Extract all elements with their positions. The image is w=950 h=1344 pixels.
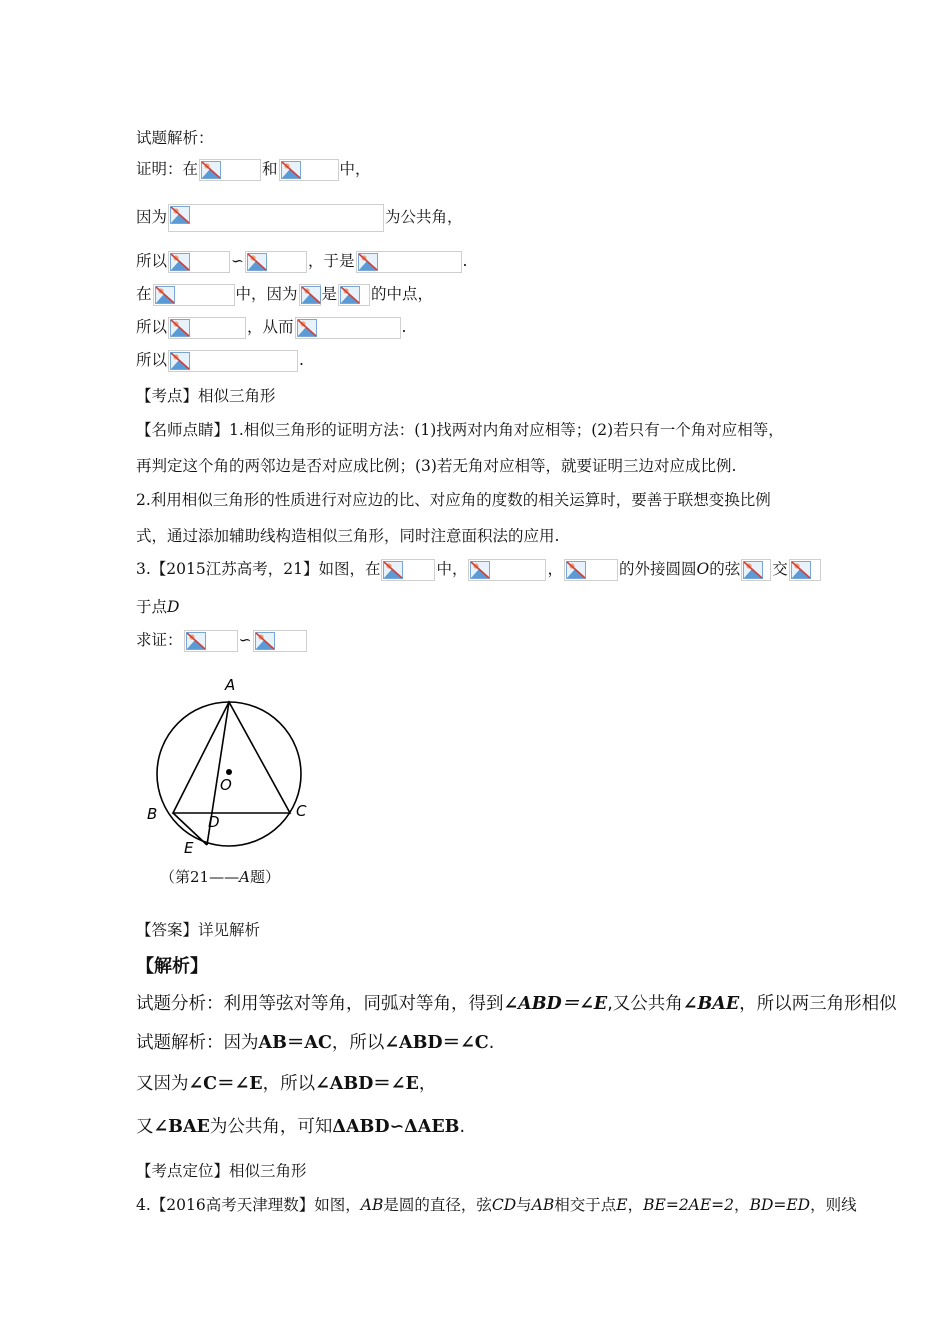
- broken-image-icon: [153, 284, 235, 306]
- text: ，: [547, 560, 563, 578]
- text: 中，: [436, 560, 468, 578]
- label-e: E: [184, 839, 194, 857]
- text: ∽: [238, 631, 252, 649]
- text: 试题分析：利用等弦对等角，同弧对等角，得到: [136, 994, 504, 1014]
- text: ，: [627, 1196, 644, 1214]
- text: 4.【2016高考天津理数】如图，: [136, 1196, 361, 1214]
- answer-line: 【答案】详见解析: [136, 921, 261, 939]
- broken-image-icon: [564, 559, 618, 581]
- text: ,又公共角: [607, 994, 683, 1014]
- math: ΔABD∽ΔAEB: [332, 1117, 460, 1137]
- teacher-note-3: 2.利用相似三角形的性质进行对应边的比、对应角的度数的相关运算时，要善于联想变换比例: [136, 491, 771, 509]
- text: （第21——: [160, 868, 240, 886]
- prove-line: [136, 630, 308, 652]
- text: .: [459, 1117, 466, 1137]
- text: ，: [418, 1074, 437, 1094]
- math: BE=2AE=2: [643, 1196, 735, 1214]
- analysis-heading: 【解析】: [136, 956, 208, 977]
- text: 为公共角，可知: [209, 1117, 333, 1137]
- broken-image-icon: [168, 204, 384, 232]
- proof-line-1: [136, 159, 371, 181]
- text: 又因为: [136, 1074, 189, 1094]
- figure-caption: [160, 866, 280, 887]
- text: 与: [516, 1196, 532, 1214]
- analysis-line-4: [136, 1117, 465, 1137]
- point-label: D: [167, 598, 180, 616]
- text: .: [401, 318, 407, 336]
- broken-image-icon: [168, 251, 230, 273]
- label-o: O: [220, 776, 232, 794]
- text: A: [239, 868, 250, 886]
- math: CD: [491, 1196, 517, 1214]
- proof-line-3: [136, 251, 467, 273]
- key-point: 【考点】相似三角形: [136, 387, 276, 405]
- broken-image-icon: [168, 317, 246, 339]
- label-c: C: [296, 802, 307, 820]
- broken-image-icon: [468, 559, 546, 581]
- math: ∠BAE: [153, 1117, 210, 1137]
- proof-line-4: [136, 284, 433, 306]
- proof-line-5: [136, 317, 406, 339]
- label-a: A: [225, 676, 236, 694]
- text: 于点: [136, 598, 168, 616]
- broken-image-icon: [741, 559, 771, 581]
- broken-image-icon: [253, 630, 307, 652]
- text: 所以: [136, 252, 168, 270]
- label-b: B: [147, 805, 158, 823]
- math: ∠C＝∠E: [188, 1074, 263, 1094]
- label-d: D: [208, 813, 220, 831]
- broken-image-icon: [279, 159, 339, 181]
- text: ，则线: [810, 1196, 857, 1214]
- broken-image-icon: [295, 317, 401, 339]
- question-3-cont: [136, 597, 179, 617]
- text: 是圆的直径，弦: [383, 1196, 492, 1214]
- text: 证明：在: [136, 160, 199, 178]
- broken-image-icon: [184, 630, 238, 652]
- text: 又: [136, 1117, 154, 1137]
- text: 为公共角，: [385, 208, 463, 226]
- text: 交: [772, 560, 788, 578]
- circle-triangle-figure: [140, 670, 330, 862]
- text: ，所以两三角形相似: [739, 994, 897, 1014]
- math: AB: [360, 1196, 384, 1214]
- text: 的外接圆圆: [619, 560, 697, 578]
- analysis-line-2: [136, 1033, 494, 1053]
- text: .: [462, 252, 468, 270]
- math: ∠BAE: [682, 994, 740, 1014]
- broken-image-icon: [168, 350, 298, 372]
- teacher-note-2: 再判定这个角的两邻边是否对应成比例；(3)若无角对应相等，就要证明三边对应成比例.: [136, 457, 737, 475]
- triangle-abc: [173, 702, 290, 813]
- circle-name: O: [696, 560, 710, 578]
- text: ，所以: [331, 1033, 385, 1053]
- math: E: [616, 1196, 628, 1214]
- question-4: [136, 1195, 857, 1215]
- text: 的弦: [709, 560, 741, 578]
- text: ，于是: [308, 252, 355, 270]
- text: 在: [136, 285, 152, 303]
- broken-image-icon: [381, 559, 435, 581]
- proof-line-6: [136, 350, 304, 372]
- broken-image-icon: [356, 251, 462, 273]
- analysis-line-1: [136, 994, 897, 1014]
- text: ，从而: [247, 318, 294, 336]
- text: .: [488, 1033, 495, 1053]
- text: 中，因为: [235, 285, 298, 303]
- text: 题）: [249, 868, 280, 886]
- broken-image-icon: [789, 559, 821, 581]
- text: 所以: [136, 351, 168, 369]
- math: ∠ABD＝∠E: [503, 994, 608, 1014]
- math: BD=ED: [749, 1196, 811, 1214]
- math: AB＝AC: [258, 1033, 332, 1053]
- math: ∠ABD＝∠E: [315, 1074, 419, 1094]
- math: AB: [531, 1196, 555, 1214]
- text: ∽: [231, 252, 245, 270]
- text: 相交于点: [554, 1196, 617, 1214]
- question-3: [136, 559, 822, 581]
- center-dot: [226, 769, 232, 775]
- text: ，: [734, 1196, 750, 1214]
- teacher-note-1: 【名师点睛】1.相似三角形的证明方法：(1)找两对内角对应相等；(2)若只有一个角对应相等，: [136, 421, 784, 439]
- text: ，所以: [262, 1074, 316, 1094]
- analysis-line-3: [136, 1074, 436, 1094]
- broken-image-icon: [245, 251, 307, 273]
- text: 的中点，: [371, 285, 434, 303]
- broken-image-icon: [338, 284, 370, 306]
- proof-line-2: [136, 204, 463, 232]
- text: 和: [262, 160, 278, 178]
- text: .: [299, 351, 304, 369]
- text: 中，: [339, 160, 371, 178]
- teacher-note-4: 式，通过添加辅助线构造相似三角形，同时注意面积法的应用.: [136, 527, 560, 545]
- text: 因为: [136, 208, 168, 226]
- text: 是: [321, 285, 338, 303]
- text: 3.【2015江苏高考，21】如图，在: [136, 560, 381, 578]
- key-point-location: 【考点定位】相似三角形: [136, 1162, 307, 1180]
- text: 所以: [136, 318, 168, 336]
- broken-image-icon: [299, 284, 321, 306]
- text: 试题解析：因为: [136, 1033, 259, 1053]
- broken-image-icon: [199, 159, 261, 181]
- solution-heading: 试题解析：: [136, 129, 214, 147]
- text: 求证：: [136, 631, 183, 649]
- math: ∠ABD＝∠C: [384, 1033, 489, 1053]
